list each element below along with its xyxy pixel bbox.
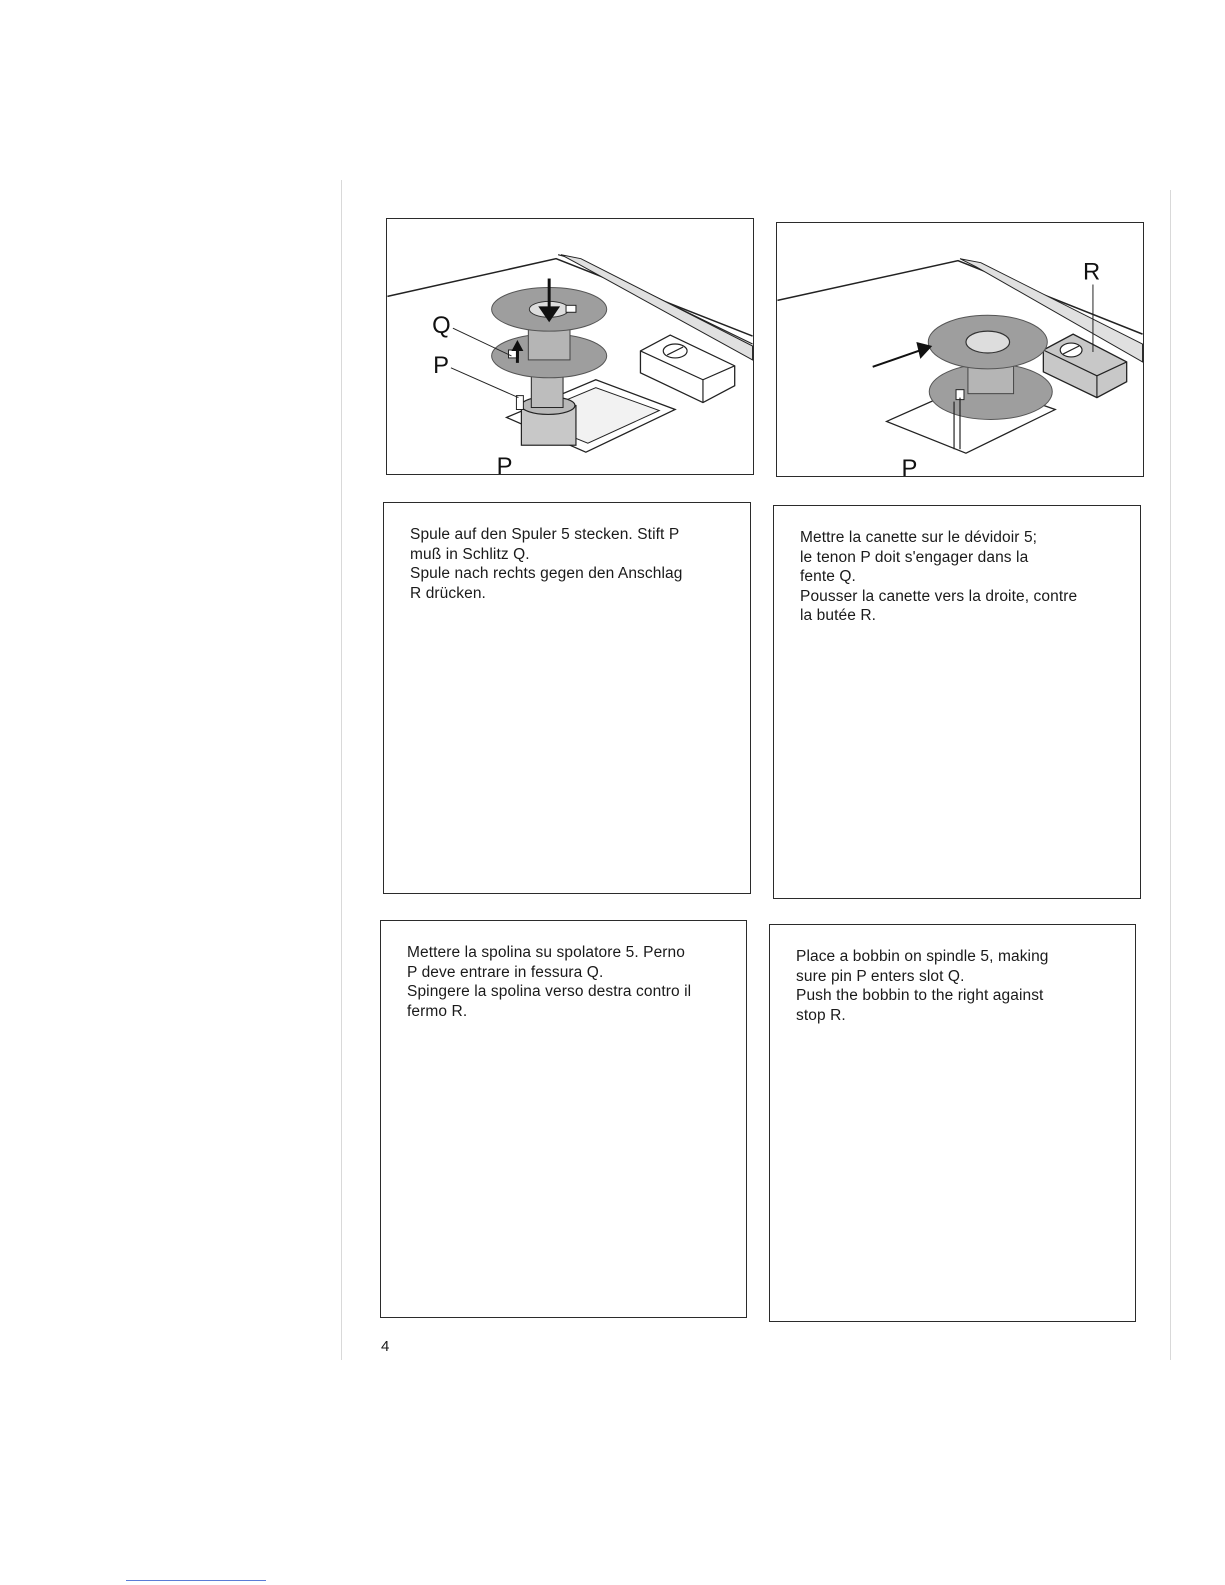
label-p-foot: P bbox=[496, 453, 513, 474]
text-box-english bbox=[769, 924, 1136, 1322]
english-line-2: sure pin P enters slot Q. bbox=[796, 967, 965, 985]
right-arrow bbox=[873, 342, 933, 367]
german-line-4: R drücken. bbox=[410, 584, 486, 602]
italian-line-3: Spingere la spolina verso destra contro il bbox=[407, 983, 692, 1000]
french-line-2: le tenon P doit s'engager dans la bbox=[800, 548, 1029, 566]
german-line-2: muß in Schlitz Q. bbox=[410, 545, 530, 563]
figure-bobbin-push-right bbox=[776, 222, 1144, 477]
text-box-italian bbox=[380, 920, 747, 1318]
label-p-foot-right: P bbox=[901, 455, 918, 476]
label-q: Q bbox=[432, 312, 451, 340]
italian-instructions bbox=[407, 943, 724, 1021]
english-line-4: stop R. bbox=[796, 1006, 846, 1024]
french-instructions bbox=[800, 528, 1118, 626]
french-line-1: Mettre la canette sur le dévidoir 5; bbox=[800, 529, 1038, 546]
french-line-3: fente Q. bbox=[800, 568, 856, 585]
english-line-3: Push the bobbin to the right against bbox=[796, 987, 1044, 1004]
page-number: 4 bbox=[381, 1338, 390, 1355]
german-line-1: Spule auf den Spuler 5 stecken. Stift P bbox=[410, 526, 680, 543]
left-page-edge bbox=[341, 180, 342, 1360]
italian-line-4: fermo R. bbox=[407, 1002, 468, 1020]
german-line-3: Spule nach rechts gegen den Anschlag bbox=[410, 565, 683, 582]
bottom-underline bbox=[126, 1580, 266, 1581]
french-line-4: Pousser la canette vers la droite, contre bbox=[800, 587, 1078, 605]
english-instructions bbox=[796, 947, 1113, 1025]
figure-bobbin-insert bbox=[386, 218, 754, 475]
italian-line-1: Mettere la spolina su spolatore 5. Perno bbox=[407, 944, 685, 961]
spindle-base bbox=[516, 376, 576, 445]
label-r: R bbox=[1083, 258, 1101, 286]
french-line-5: la butée R. bbox=[800, 607, 877, 624]
english-line-1: Place a bobbin on spindle 5, making bbox=[796, 948, 1049, 965]
german-instructions bbox=[410, 525, 728, 603]
text-box-german bbox=[383, 502, 751, 894]
right-page-edge bbox=[1170, 190, 1171, 1360]
text-box-french bbox=[773, 505, 1141, 899]
stop-block bbox=[640, 335, 734, 402]
italian-line-2: P deve entrare in fessura Q. bbox=[407, 963, 604, 981]
label-p: P bbox=[433, 351, 449, 379]
